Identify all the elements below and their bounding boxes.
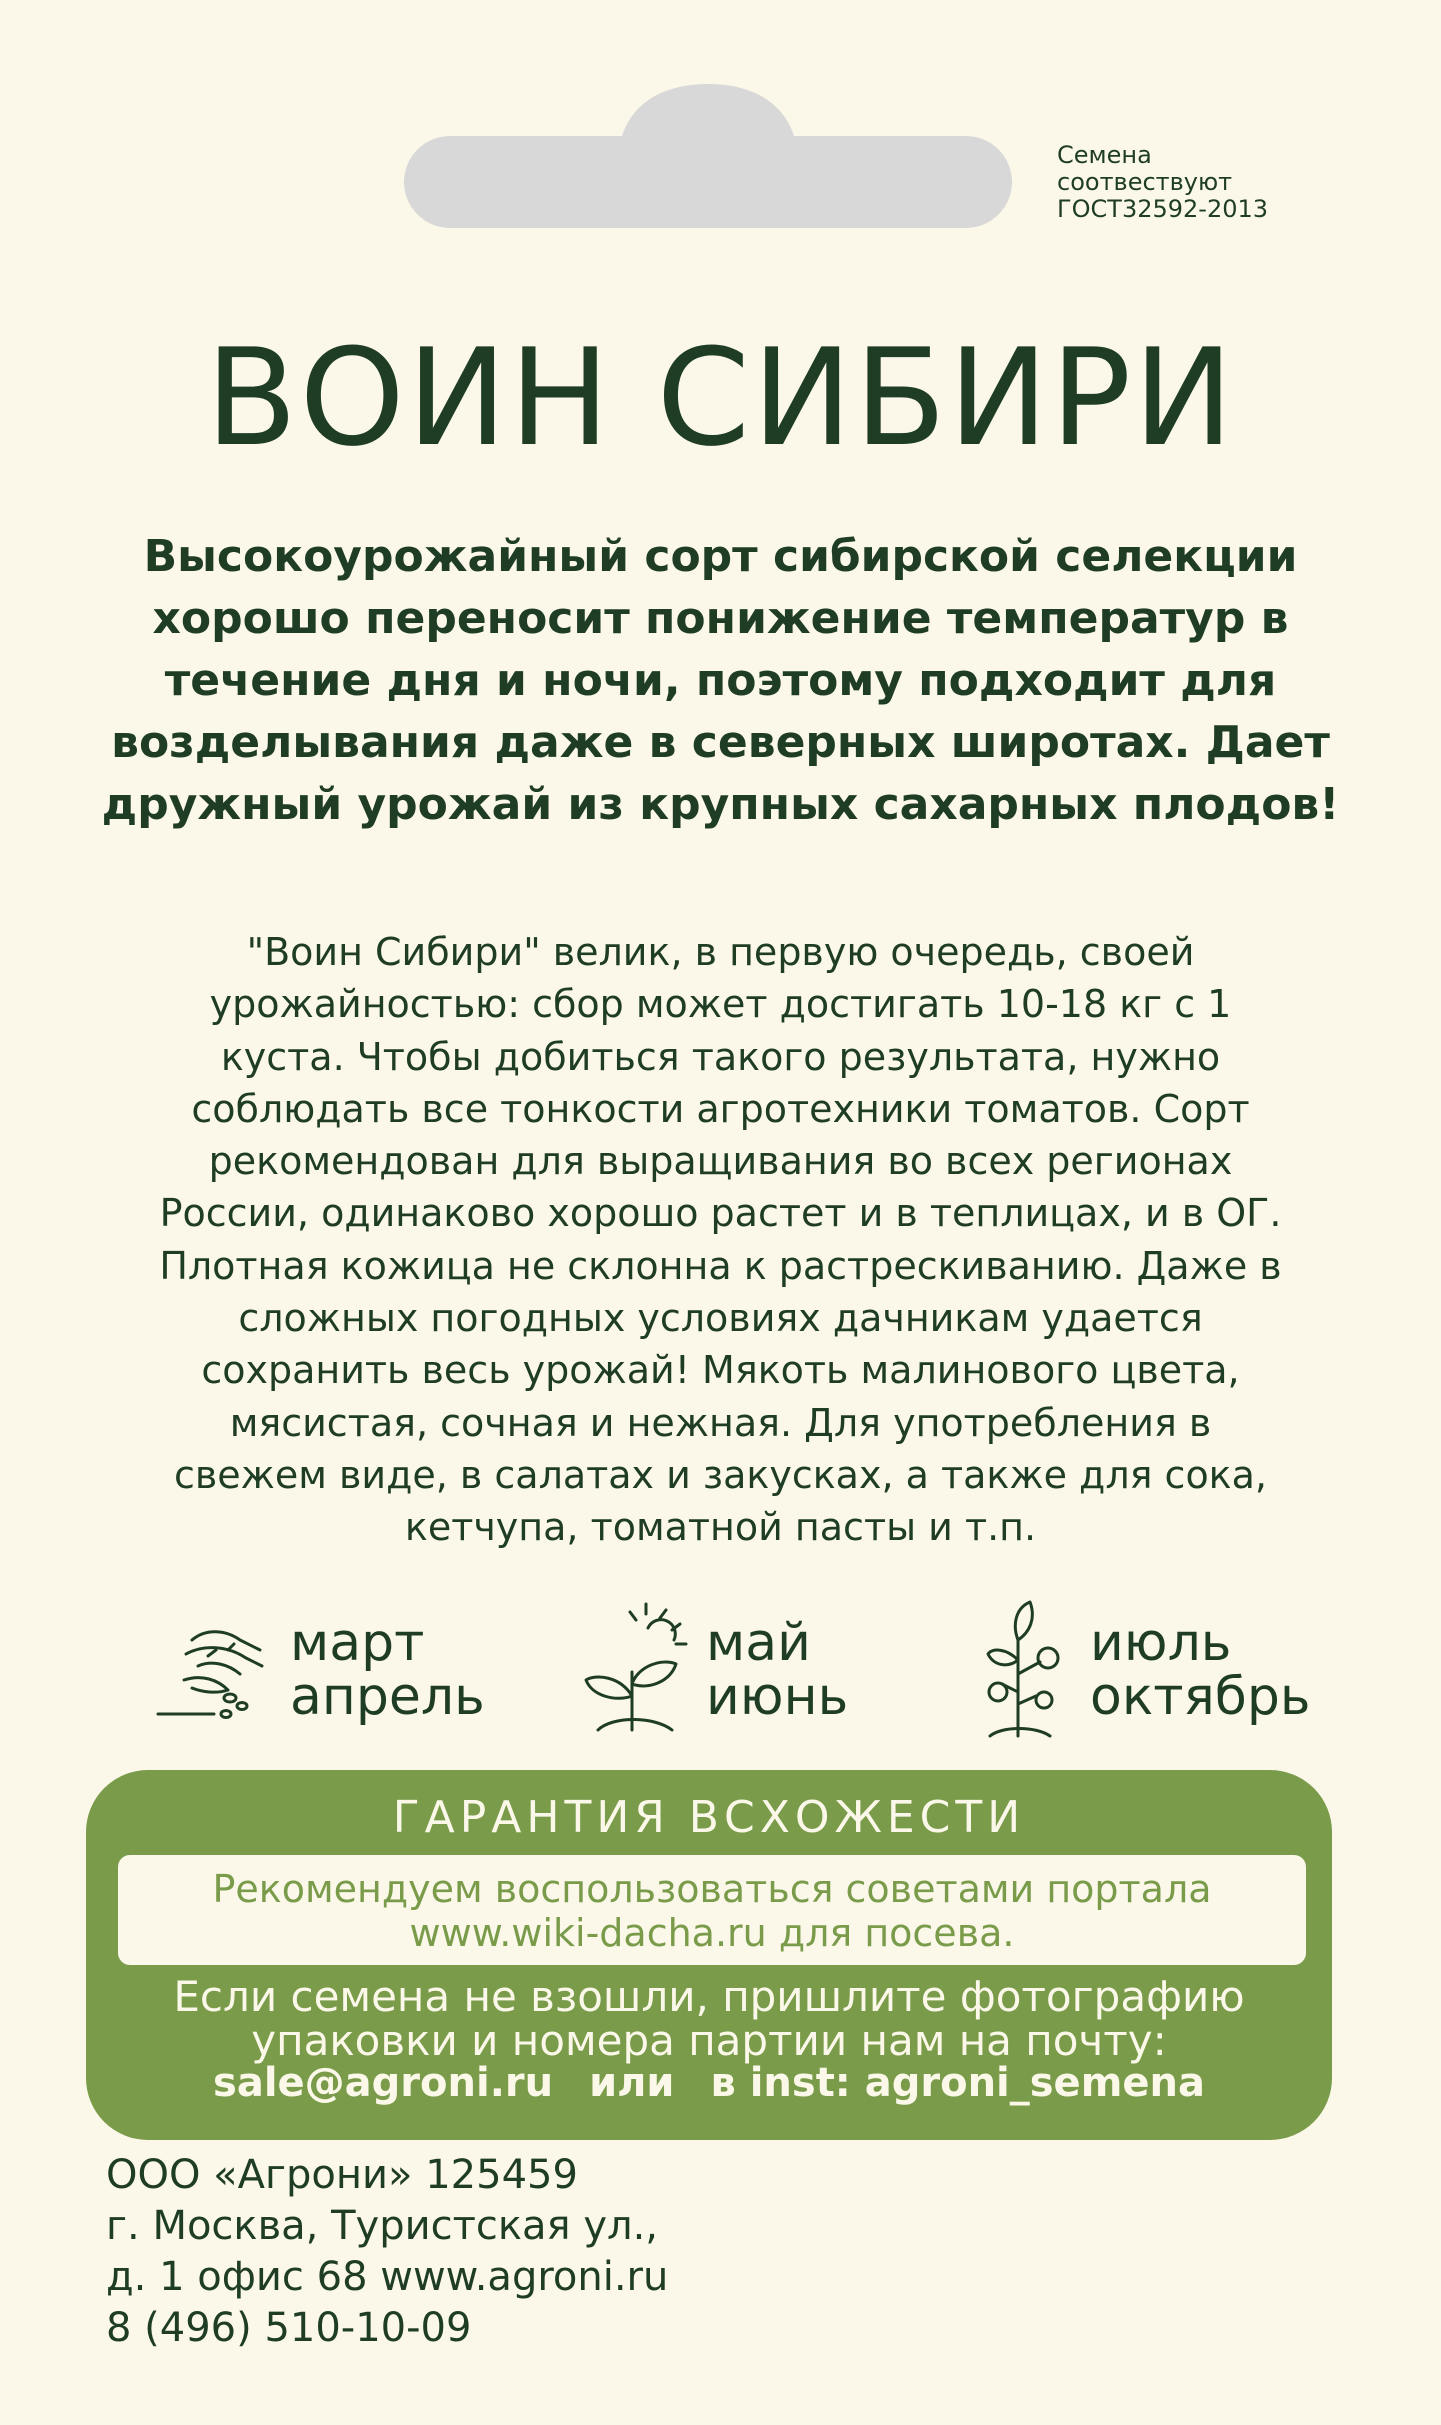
season-month-to: июнь — [706, 1667, 849, 1727]
company-info — [106, 2150, 1006, 2354]
contact-email: sale@agroni.ru — [213, 2060, 554, 2106]
description-line: сложных погодных условиях дачникам удается — [238, 1296, 1203, 1341]
company-line: г. Москва, Туристская ул., — [106, 2203, 658, 2249]
season-month-from: июль — [1090, 1613, 1232, 1673]
germination-guarantee-panel — [86, 1770, 1332, 2140]
advice-box — [118, 1855, 1306, 1965]
contact-or: или — [589, 2060, 675, 2106]
description-paragraph — [60, 926, 1381, 1554]
guarantee-instructions — [86, 1972, 1332, 2065]
sprout-sun-icon — [582, 1600, 692, 1740]
hang-tab-shape — [402, 84, 1014, 228]
season-month-to: апрель — [290, 1667, 485, 1727]
description-line: кетчупа, томатной пасты и т.п. — [404, 1505, 1037, 1550]
description-line: куста. Чтобы добиться такого результата, нужно — [220, 1034, 1221, 1079]
company-line: ООО «Агрони» 125459 — [106, 2152, 578, 2198]
description-line: урожайностью: сбор может достигать 10-18 кг с 1 — [209, 982, 1232, 1027]
season-month-from: май — [706, 1613, 811, 1673]
lead-line: хорошо переносит понижение температур в — [152, 593, 1289, 644]
lead-line: возделывания даже в северных широтах. Дает — [111, 717, 1330, 768]
instruction-line: упаковки и номера партии нам на почту: — [251, 2016, 1167, 2065]
lead-line: дружный урожай из крупных сахарных плодов! — [101, 779, 1340, 830]
description-line: сохранить весь урожай! Мякоть малинового цвета, — [201, 1348, 1240, 1393]
season-month-from: март — [290, 1613, 425, 1673]
gost-note — [1057, 142, 1357, 223]
contact-instagram: в inst: agroni_semena — [710, 2060, 1205, 2106]
gost-line: соотвествуют — [1057, 168, 1233, 196]
gost-line: Семена — [1057, 141, 1152, 169]
season-sprouting-label — [706, 1613, 849, 1727]
guarantee-title: ГАРАНТИЯ ВСХОЖЕСТИ — [392, 1792, 1026, 1843]
guarantee-contacts — [86, 2058, 1332, 2108]
season-harvest-label — [1090, 1613, 1311, 1727]
product-title: ВОИН СИБИРИ — [205, 320, 1236, 476]
hang-tab — [402, 84, 1014, 228]
description-line: мясистая, сочная и нежная. Для употребления в — [229, 1400, 1212, 1445]
season-sowing-label — [290, 1613, 485, 1727]
lead-line: Высокоурожайный сорт сибирской селекции — [143, 531, 1298, 582]
advice-line: Рекомендуем воспользоваться советами портала — [212, 1867, 1212, 1911]
season-sowing — [156, 1595, 485, 1745]
description-line: рекомендован для выращивания во всех регионах — [208, 1139, 1233, 1184]
description-line: свежем виде, в салатах и закусках, а также для сока, — [173, 1452, 1268, 1497]
advice-line: www.wiki-dacha.ru для посева. — [409, 1911, 1015, 1955]
gost-line: ГОСТ32592-2013 — [1057, 195, 1269, 223]
description-line: "Воин Сибири" велик, в первую очередь, своей — [246, 930, 1195, 974]
description-line: Плотная кожица не склонна к растрескиванию. Даже в — [159, 1243, 1282, 1288]
lead-line: течение дня и ночи, поэтому подходит для — [164, 655, 1277, 706]
company-line: д. 1 офис 68 www.agroni.ru — [106, 2254, 669, 2300]
company-phone: 8 (496) 510-10-09 — [106, 2305, 472, 2351]
season-sprouting — [582, 1595, 848, 1745]
season-harvest — [986, 1595, 1311, 1745]
instruction-line: Если семена не взошли, пришлите фотографию — [173, 1972, 1245, 2021]
hand-sowing-seeds-icon — [156, 1610, 276, 1730]
description-line: России, одинаково хорошо растет и в теплицах, и в ОГ. — [159, 1191, 1282, 1236]
fruiting-plant-icon — [986, 1600, 1076, 1740]
lead-paragraph — [60, 526, 1381, 836]
season-month-to: октябрь — [1090, 1667, 1311, 1727]
description-line: соблюдать все тонкости агротехники томатов. Сорт — [191, 1086, 1250, 1131]
